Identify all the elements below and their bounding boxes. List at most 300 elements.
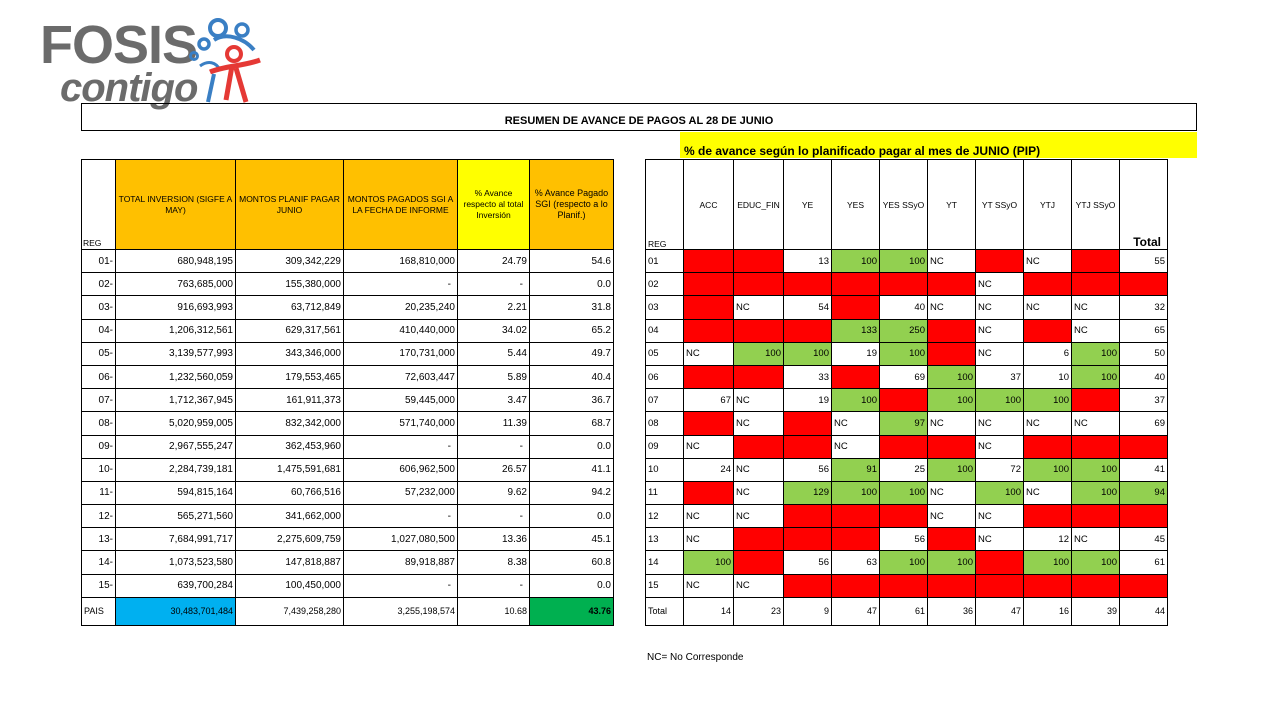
cell-reg: 09- — [82, 435, 116, 458]
family-figures-icon — [174, 10, 270, 108]
pip-cell: - — [1072, 574, 1120, 597]
pip-cell: 67 — [684, 389, 734, 412]
cell-pct-total: 34.02 — [458, 319, 530, 342]
pip-cell: - — [1120, 574, 1168, 597]
pip-cell: 37 — [1120, 389, 1168, 412]
pip-cell: - — [784, 273, 832, 296]
header-pct-planif: % Avance Pagado SGI (respecto a lo Planif.) — [530, 160, 614, 250]
pip-cell-reg: 06 — [646, 365, 684, 388]
cell-pct-planif: 0.0 — [530, 574, 614, 597]
cell-montos-pagados: 3,255,198,574 — [344, 597, 458, 625]
pip-cell: - — [1120, 435, 1168, 458]
pip-cell: 100 — [1072, 481, 1120, 504]
pip-cell: 100 — [928, 458, 976, 481]
pip-cell: - — [928, 273, 976, 296]
pip-header-ye: YE — [784, 160, 832, 250]
pip-cell: 40 — [880, 296, 928, 319]
pip-cell: 63 — [832, 551, 880, 574]
pip-cell: NC — [976, 273, 1024, 296]
pip-header-ytj: YTJ — [1024, 160, 1072, 250]
pip-cell: - — [1024, 574, 1072, 597]
pip-cell: - — [880, 574, 928, 597]
cell-total-inversion: 565,271,560 — [116, 505, 236, 528]
pip-cell: - — [784, 319, 832, 342]
cell-montos-pagados: 59,445,000 — [344, 389, 458, 412]
pip-cell: 69 — [880, 365, 928, 388]
pip-total-row — [646, 597, 1168, 625]
cell-montos-pagados: 20,235,240 — [344, 296, 458, 319]
cell-montos-planif: 155,380,000 — [236, 273, 344, 296]
pip-cell: - — [832, 574, 880, 597]
pip-header-acc: ACC — [684, 160, 734, 250]
cell-montos-pagados: 89,918,887 — [344, 551, 458, 574]
table-row — [646, 551, 1168, 574]
pip-cell: 56 — [880, 528, 928, 551]
table-row — [646, 250, 1168, 273]
table-row — [646, 435, 1168, 458]
pip-cell: NC — [684, 574, 734, 597]
pip-cell: - — [734, 528, 784, 551]
pip-banner: % de avance según lo planificado pagar al mes de JUNIO (PIP) — [680, 132, 1197, 158]
cell-reg: 01- — [82, 250, 116, 273]
pip-cell: NC — [734, 458, 784, 481]
pip-cell-reg: 05 — [646, 342, 684, 365]
pip-cell: 69 — [1120, 412, 1168, 435]
cell-reg: 05- — [82, 342, 116, 365]
pip-cell: 100 — [976, 481, 1024, 504]
cell-reg: 13- — [82, 528, 116, 551]
cell-montos-pagados: 170,731,000 — [344, 342, 458, 365]
pip-cell: 129 — [784, 481, 832, 504]
pip-header-yes-ssyo: YES SSyO — [880, 160, 928, 250]
pip-cell: 100 — [1024, 389, 1072, 412]
cell-pct-planif: 60.8 — [530, 551, 614, 574]
cell-montos-planif: 832,342,000 — [236, 412, 344, 435]
table-row — [82, 365, 614, 388]
table-row — [82, 435, 614, 458]
pip-cell: - — [784, 435, 832, 458]
table-row — [646, 505, 1168, 528]
pip-cell — [684, 481, 734, 504]
cell-pct-total: 9.62 — [458, 481, 530, 504]
pais-total-row — [82, 597, 614, 625]
cell-montos-planif: 2,275,609,759 — [236, 528, 344, 551]
cell-reg: 08- — [82, 412, 116, 435]
table-row — [82, 273, 614, 296]
pip-cell: - — [734, 319, 784, 342]
cell-reg: 04- — [82, 319, 116, 342]
pip-cell: 100 — [832, 481, 880, 504]
pip-cell: NC — [734, 389, 784, 412]
pip-cell: - — [1024, 435, 1072, 458]
table-row — [82, 551, 614, 574]
pip-cell: - — [684, 296, 734, 319]
cell-montos-planif: 147,818,887 — [236, 551, 344, 574]
cell-pct-planif: 43.76 — [530, 597, 614, 625]
pip-cell: 91 — [832, 458, 880, 481]
cell-total-inversion: 5,020,959,005 — [116, 412, 236, 435]
pip-cell: - — [784, 574, 832, 597]
pip-cell-reg: 04 — [646, 319, 684, 342]
pip-cell — [976, 551, 1024, 574]
cell-montos-planif: 362,453,960 — [236, 435, 344, 458]
cell-montos-planif: 341,662,000 — [236, 505, 344, 528]
pip-cell: 33 — [784, 365, 832, 388]
pip-cell: 54 — [784, 296, 832, 319]
pip-cell: - — [734, 365, 784, 388]
cell-total-inversion: 639,700,284 — [116, 574, 236, 597]
cell-montos-planif: 343,346,000 — [236, 342, 344, 365]
pip-cell-reg: 13 — [646, 528, 684, 551]
pip-cell: 6 — [1024, 342, 1072, 365]
cell-total-inversion: 1,712,367,945 — [116, 389, 236, 412]
table-row — [646, 528, 1168, 551]
pip-cell: 100 — [1024, 458, 1072, 481]
table-row — [82, 412, 614, 435]
cell-montos-pagados: - — [344, 574, 458, 597]
pip-cell: 37 — [976, 365, 1024, 388]
pip-cell-reg: 10 — [646, 458, 684, 481]
table-row — [82, 250, 614, 273]
pip-cell: NC — [976, 505, 1024, 528]
pais-label: PAIS — [82, 597, 116, 625]
pip-cell: 41 — [1120, 458, 1168, 481]
cell-pct-total: - — [458, 435, 530, 458]
pip-cell: 94 — [1120, 481, 1168, 504]
pip-cell: - — [928, 574, 976, 597]
pip-cell: - — [684, 365, 734, 388]
table-row — [82, 389, 614, 412]
pip-cell: - — [832, 273, 880, 296]
pip-header-yt-ssyo: YT SSyO — [976, 160, 1024, 250]
table-row — [646, 296, 1168, 319]
cell-total-inversion: 1,206,312,561 — [116, 319, 236, 342]
pip-header-educ-fin: EDUC_FIN — [734, 160, 784, 250]
pip-cell: NC — [1024, 296, 1072, 319]
pip-cell: 72 — [976, 458, 1024, 481]
logo-brand-text: FOSIS — [40, 15, 198, 75]
table-row — [646, 574, 1168, 597]
cell-total-inversion: 2,284,739,181 — [116, 458, 236, 481]
cell-pct-planif: 54.6 — [530, 250, 614, 273]
pip-cell: - — [880, 389, 928, 412]
pip-header-yes: YES — [832, 160, 880, 250]
table-row — [646, 412, 1168, 435]
cell-pct-planif: 40.4 — [530, 365, 614, 388]
pip-cell: NC — [928, 505, 976, 528]
cell-pct-total: 5.44 — [458, 342, 530, 365]
pip-cell: - — [1120, 273, 1168, 296]
pip-cell: 24 — [684, 458, 734, 481]
cell-reg: 03- — [82, 296, 116, 319]
cell-total-inversion: 1,232,560,059 — [116, 365, 236, 388]
header-pct-total: % Avance respecto al total Inversión — [458, 160, 530, 250]
pip-cell: NC — [976, 296, 1024, 319]
pip-cell: - — [684, 250, 734, 273]
pip-cell: 100 — [1072, 365, 1120, 388]
pip-total-label: Total — [646, 597, 684, 625]
table-row — [82, 481, 614, 504]
cell-pct-planif: 94.2 — [530, 481, 614, 504]
table-row — [646, 342, 1168, 365]
pip-total-cell: 9 — [784, 597, 832, 625]
pip-cell: 56 — [784, 551, 832, 574]
report-title: RESUMEN DE AVANCE DE PAGOS AL 28 DE JUNIO — [81, 103, 1197, 131]
cell-pct-total: 8.38 — [458, 551, 530, 574]
cell-pct-planif: 65.2 — [530, 319, 614, 342]
cell-montos-pagados: - — [344, 435, 458, 458]
pip-cell: - — [734, 551, 784, 574]
pip-cell: 100 — [928, 365, 976, 388]
pip-cell: - — [734, 435, 784, 458]
logo-tagline-text: contigo — [60, 66, 198, 110]
pip-cell-reg: 03 — [646, 296, 684, 319]
cell-pct-total: 13.36 — [458, 528, 530, 551]
pip-total-cell: 36 — [928, 597, 976, 625]
cell-total-inversion: 1,073,523,580 — [116, 551, 236, 574]
pip-cell: 100 — [1072, 551, 1120, 574]
cell-montos-pagados: 57,232,000 — [344, 481, 458, 504]
pip-cell: 100 — [1024, 551, 1072, 574]
header-montos-planif: MONTOS PLANIF PAGAR JUNIO — [236, 160, 344, 250]
pip-cell: - — [784, 505, 832, 528]
pip-cell: NC — [832, 412, 880, 435]
pip-cell: - — [1024, 319, 1072, 342]
cell-montos-pagados: - — [344, 505, 458, 528]
pip-cell: - — [1024, 505, 1072, 528]
cell-montos-pagados: 571,740,000 — [344, 412, 458, 435]
pip-cell: NC — [1024, 481, 1072, 504]
cell-total-inversion: 916,693,993 — [116, 296, 236, 319]
cell-pct-planif: 45.1 — [530, 528, 614, 551]
header-reg: REG — [82, 160, 116, 250]
cell-montos-pagados: 168,810,000 — [344, 250, 458, 273]
pip-total-cell: 14 — [684, 597, 734, 625]
cell-montos-pagados: 410,440,000 — [344, 319, 458, 342]
pip-cell: NC — [1024, 250, 1072, 273]
pip-cell: 25 — [880, 458, 928, 481]
pip-cell: NC — [1024, 412, 1072, 435]
cell-reg: 06- — [82, 365, 116, 388]
pip-cell: 100 — [976, 389, 1024, 412]
cell-montos-planif: 629,317,561 — [236, 319, 344, 342]
pip-cell: 40 — [1120, 365, 1168, 388]
table-row — [82, 342, 614, 365]
pip-cell: - — [832, 365, 880, 388]
pip-cell: NC — [832, 435, 880, 458]
pip-cell: - — [928, 435, 976, 458]
pip-cell: 100 — [1072, 342, 1120, 365]
cell-pct-total: 10.68 — [458, 597, 530, 625]
pip-cell-reg: 15 — [646, 574, 684, 597]
pip-cell: NC — [928, 296, 976, 319]
pip-cell: NC — [734, 481, 784, 504]
pip-cell: 100 — [880, 250, 928, 273]
pip-cell: NC — [976, 528, 1024, 551]
cell-montos-pagados: 72,603,447 — [344, 365, 458, 388]
pip-cell: 50 — [1120, 342, 1168, 365]
cell-pct-total: 5.89 — [458, 365, 530, 388]
pip-cell: 65 — [1120, 319, 1168, 342]
cell-pct-planif: 0.0 — [530, 435, 614, 458]
cell-pct-planif: 49.7 — [530, 342, 614, 365]
table-row — [82, 319, 614, 342]
pip-header-yt: YT — [928, 160, 976, 250]
header-montos-pagados: MONTOS PAGADOS SGI A LA FECHA DE INFORME — [344, 160, 458, 250]
pip-cell: - — [734, 273, 784, 296]
pip-cell: 100 — [928, 389, 976, 412]
pip-cell: NC — [928, 481, 976, 504]
fosis-logo — [38, 10, 270, 110]
cell-pct-total: 11.39 — [458, 412, 530, 435]
pip-cell-reg: 07 — [646, 389, 684, 412]
payments-summary-table — [81, 159, 614, 626]
cell-pct-total: - — [458, 505, 530, 528]
pip-cell: 19 — [784, 389, 832, 412]
pip-cell-reg: 11 — [646, 481, 684, 504]
pip-cell: 100 — [880, 551, 928, 574]
cell-reg: 12- — [82, 505, 116, 528]
pip-cell-reg: 09 — [646, 435, 684, 458]
pip-cell: - — [976, 574, 1024, 597]
pip-header-ytj-ssyo: YTJ SSyO — [1072, 160, 1120, 250]
pip-cell: 133 — [832, 319, 880, 342]
pip-cell: 250 — [880, 319, 928, 342]
pip-cell: - — [832, 528, 880, 551]
footnote: NC= No Corresponde — [647, 652, 744, 663]
pip-cell: - — [832, 296, 880, 319]
cell-reg: 11- — [82, 481, 116, 504]
pip-cell: 100 — [684, 551, 734, 574]
pip-cell: 100 — [880, 481, 928, 504]
cell-pct-planif: 31.8 — [530, 296, 614, 319]
pip-cell-reg: 01 — [646, 250, 684, 273]
pip-total-cell: 39 — [1072, 597, 1120, 625]
cell-montos-pagados: - — [344, 273, 458, 296]
pip-cell — [1072, 250, 1120, 273]
pip-cell: - — [928, 342, 976, 365]
pip-cell: - — [832, 505, 880, 528]
pip-cell: NC — [1072, 528, 1120, 551]
pip-cell: 61 — [1120, 551, 1168, 574]
cell-montos-planif: 309,342,229 — [236, 250, 344, 273]
pip-cell: NC — [928, 412, 976, 435]
pip-total-cell: 16 — [1024, 597, 1072, 625]
table-row — [646, 458, 1168, 481]
cell-pct-total: - — [458, 273, 530, 296]
cell-montos-pagados: 1,027,080,500 — [344, 528, 458, 551]
pip-cell: - — [1072, 505, 1120, 528]
pip-cell-reg: 12 — [646, 505, 684, 528]
pip-cell-reg: 14 — [646, 551, 684, 574]
pip-total-cell: 47 — [832, 597, 880, 625]
pip-cell: 56 — [784, 458, 832, 481]
cell-pct-planif: 68.7 — [530, 412, 614, 435]
cell-pct-total: 26.57 — [458, 458, 530, 481]
pip-total-cell: 23 — [734, 597, 784, 625]
pip-header-reg: REG — [646, 160, 684, 250]
pip-cell: NC — [976, 319, 1024, 342]
pip-cell: - — [784, 528, 832, 551]
pip-cell — [684, 412, 734, 435]
cell-montos-planif: 60,766,516 — [236, 481, 344, 504]
cell-montos-planif: 7,439,258,280 — [236, 597, 344, 625]
cell-montos-planif: 179,553,465 — [236, 365, 344, 388]
cell-montos-planif: 63,712,849 — [236, 296, 344, 319]
cell-reg: 14- — [82, 551, 116, 574]
pip-header-total: Total — [1120, 160, 1168, 250]
pip-total-cell: 44 — [1120, 597, 1168, 625]
table-row — [646, 365, 1168, 388]
pip-cell: - — [784, 412, 832, 435]
pip-cell: - — [928, 319, 976, 342]
pip-cell: NC — [976, 412, 1024, 435]
pip-cell: - — [684, 273, 734, 296]
cell-montos-planif: 161,911,373 — [236, 389, 344, 412]
table-row — [82, 458, 614, 481]
pip-cell: 100 — [784, 342, 832, 365]
cell-total-inversion: 3,139,577,993 — [116, 342, 236, 365]
pip-cell-reg: 08 — [646, 412, 684, 435]
pip-cell: NC — [734, 412, 784, 435]
cell-total-inversion: 30,483,701,484 — [116, 597, 236, 625]
pip-cell: 55 — [1120, 250, 1168, 273]
cell-pct-total: 3.47 — [458, 389, 530, 412]
cell-pct-planif: 0.0 — [530, 273, 614, 296]
pip-total-cell: 47 — [976, 597, 1024, 625]
pip-cell: 100 — [832, 250, 880, 273]
cell-pct-planif: 36.7 — [530, 389, 614, 412]
pip-cell: NC — [1072, 412, 1120, 435]
pip-total-cell: 61 — [880, 597, 928, 625]
pip-cell: NC — [684, 505, 734, 528]
pip-cell: 97 — [880, 412, 928, 435]
pip-cell: 10 — [1024, 365, 1072, 388]
pip-cell — [976, 250, 1024, 273]
pip-cell: NC — [734, 296, 784, 319]
table-row — [646, 319, 1168, 342]
pip-cell: NC — [734, 574, 784, 597]
cell-reg: 10- — [82, 458, 116, 481]
pip-cell: - — [1120, 505, 1168, 528]
table-row — [82, 296, 614, 319]
table-row — [646, 273, 1168, 296]
table-row — [646, 389, 1168, 412]
cell-montos-pagados: 606,962,500 — [344, 458, 458, 481]
pip-cell: NC — [684, 342, 734, 365]
pip-cell: NC — [684, 528, 734, 551]
pip-cell: - — [734, 250, 784, 273]
pip-cell: 100 — [880, 342, 928, 365]
cell-pct-total: 2.21 — [458, 296, 530, 319]
pip-cell: - — [1024, 273, 1072, 296]
cell-pct-planif: 0.0 — [530, 505, 614, 528]
pip-cell: - — [1072, 273, 1120, 296]
pip-cell: 100 — [1072, 458, 1120, 481]
pip-cell: NC — [976, 435, 1024, 458]
cell-total-inversion: 763,685,000 — [116, 273, 236, 296]
cell-total-inversion: 2,967,555,247 — [116, 435, 236, 458]
cell-pct-total: 24.79 — [458, 250, 530, 273]
pip-cell: NC — [684, 435, 734, 458]
pip-cell: 32 — [1120, 296, 1168, 319]
pip-cell: 19 — [832, 342, 880, 365]
cell-pct-total: - — [458, 574, 530, 597]
pip-cell: - — [880, 273, 928, 296]
cell-pct-planif: 41.1 — [530, 458, 614, 481]
pip-cell: 12 — [1024, 528, 1072, 551]
table-row — [82, 505, 614, 528]
